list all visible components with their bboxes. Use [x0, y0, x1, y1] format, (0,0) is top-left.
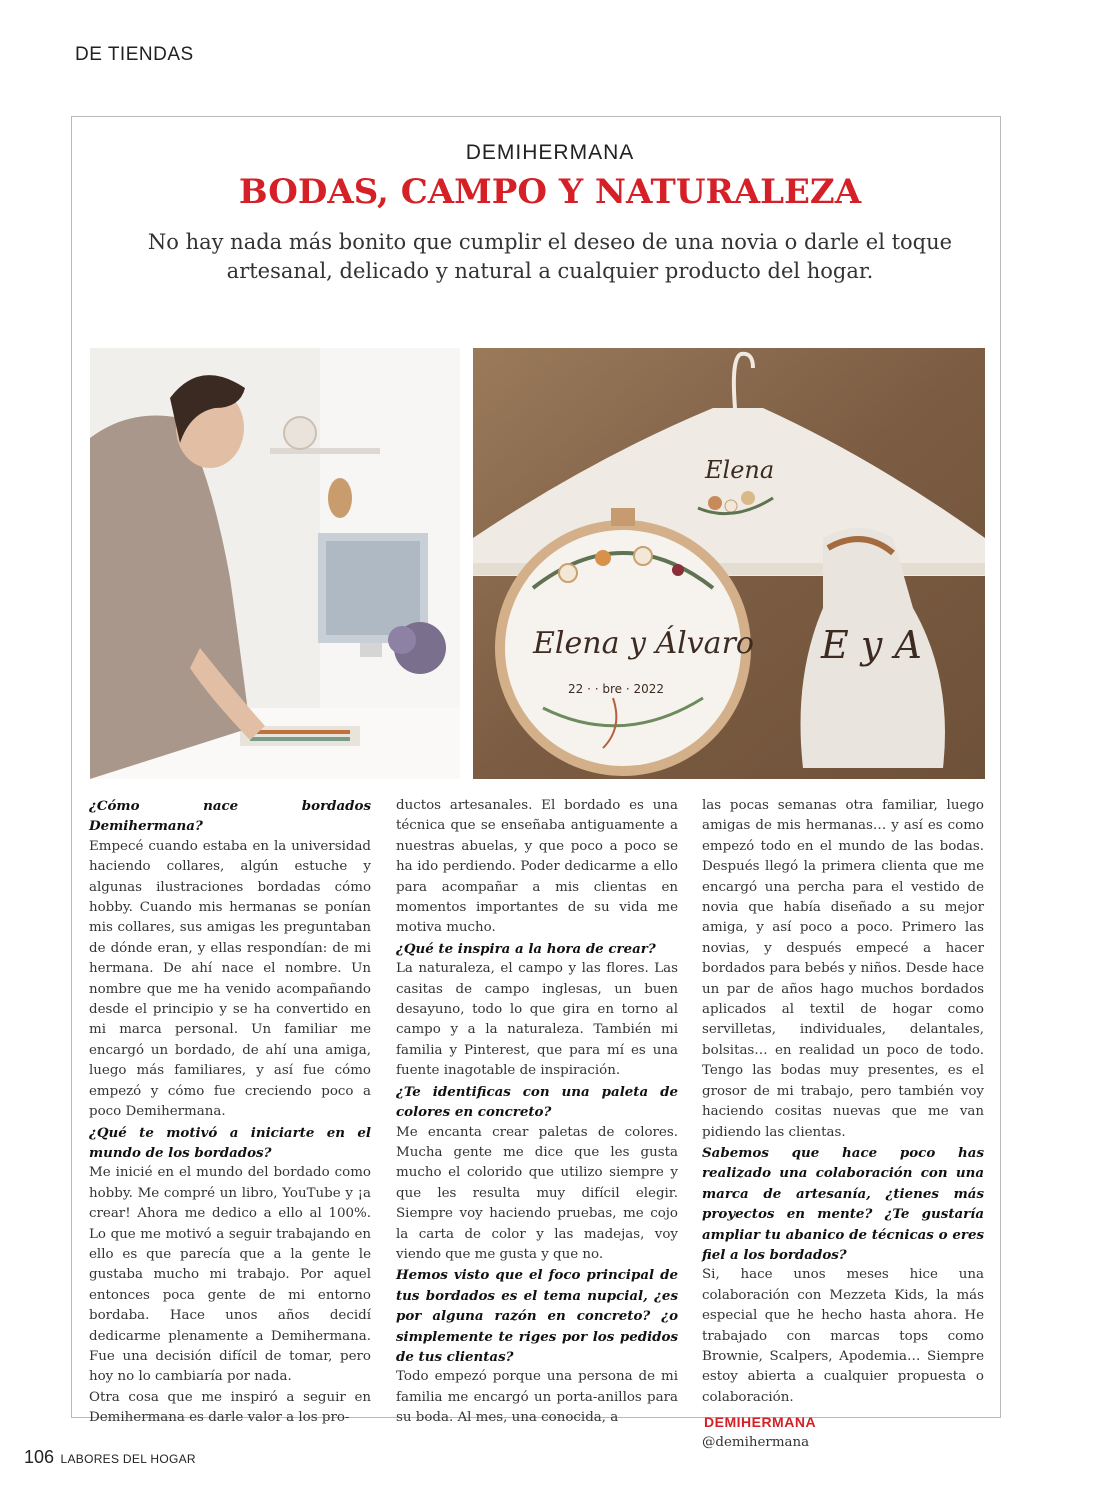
- bag-initials-text: E y A: [821, 623, 922, 667]
- answer: Otra cosa que me inspiró a seguir en Demihermana es darle valor a los pro-: [89, 1389, 371, 1426]
- answer: Si, hace unos meses hice una colaboración con Mezzeta Kids, la más especial que he hecho hasta ahora. He trabajado con marcas tops como Brownie, Scalpers, Apodemia… Siempre estoy abierta a cualquier propuesta o colaboración.: [702, 1267, 984, 1405]
- answer: La naturaleza, el campo y las flores. Las casitas de campo inglesas, un buen desayuno, todo lo que gira en torno al campo y a la naturaleza. También mi familia y Pinterest, que para mí es una fuente inagotable de inspiración.: [396, 961, 678, 1079]
- question: Hemos visto que el foco principal de tus bordados es el tema nupcial, ¿es por alguna razón en concreto? ¿o simplemente te riges por los pedidos de tus clientas?: [396, 1267, 678, 1365]
- magazine-name: LABORES DEL HOGAR: [60, 1452, 196, 1466]
- shop-name: DEMIHERMANA: [465, 141, 635, 164]
- hoop-names-text: Elena y Álvaro: [533, 626, 754, 661]
- signature-brand: DEMIHERMANA: [704, 1414, 817, 1431]
- question: ¿Cómo nace bordados Demihermana?: [89, 798, 371, 835]
- article-deck: No hay nada más bonito que cumplir el deseo de una novia o darle el toque artesanal, delicado y natural a cualquier producto del hogar.: [147, 230, 953, 283]
- question: ¿Qué te inspira a la hora de crear?: [396, 940, 656, 957]
- answer: Todo empezó porque una persona de mi familia me encargó un porta-anillos para su boda. Al mes, una conocida, a: [396, 1369, 678, 1426]
- question: ¿Te identificas con una paleta de colores en concreto?: [396, 1083, 678, 1121]
- text-column-3: [702, 796, 984, 1453]
- signature-handle: @demihermana: [702, 1434, 810, 1450]
- article-title: BODAS, CAMPO Y NATURALEZA: [238, 172, 862, 212]
- photo-artisan-at-work: [90, 348, 460, 779]
- hoop-date-text: 22 · · bre · 2022: [568, 682, 664, 696]
- answer: Empecé cuando estaba en la universidad haciendo collares, algún estuche y algunas ilustraciones bordadas cómo hobby. Cuando mis hermanas se ponían mis collares, sus amigas les preguntaban de dónde eran, y ellas respondían: de mi hermana. De ahí nace el nombre. Un nombre que me ha venido acompañando desde el principio y se ha convertido en mi marca personal. Un familiar me encargó un bordado, de ahí una amiga, luego más familiares, y así fue cómo empezó y cómo fue creciendo poco a poco Demihermana.: [89, 838, 371, 1120]
- page-number: 106: [24, 1447, 55, 1467]
- answer: las pocas semanas otra familiar, luego amigas de mis hermanas… y así es como empezó todo en el mundo de las bodas. Después llegó la primera clienta que me encargó una percha para el vestido de novia que había diseñado a su mejor amiga, y así poco a poco. Primero las novias, y después empecé a hacer bordados para bebés y niños. Desde hace un par de años hago muchos bordados aplicados al textil de hogar como servilletas, individuales, delantales, bolsitas… en realidad un poco de todo. Tengo las bodas muy presentes, es el grosor de mi trabajo, pero también voy haciendo cositas nuevas que me van pidiendo las clientas.: [702, 798, 984, 1140]
- answer: Me inicié en el mundo del bordado como hobby. Me compré un libro, YouTube y ¡a crear! Ahora me dedico a ello al 100%. Lo que me motivó a seguir trabajando en ello es que parecía que a la gente le gustaba mucho mi trabajo. Por aquel entonces poca gente de mi entorno bordaba. Hace unos años decidí dedicarme plenamente a Demihermana. Fue una decisión difícil de tomar, pero hoy no lo cambiaría por nada.: [89, 1165, 371, 1385]
- page-footer: [24, 1447, 196, 1468]
- photo-embroidered-products: [473, 348, 985, 779]
- text-column-1: [89, 796, 371, 1429]
- section-label: DE TIENDAS: [75, 44, 194, 65]
- hanger-name-text: Elena: [705, 456, 775, 484]
- answer: Me encanta crear paletas de colores. Mucha gente me dice que les gusta mucho el colorido que utilizo siempre y que les resulta muy difícil elegir. Siempre voy haciendo pruebas, me cojo la carta de color y las madejas, voy viendo que me gusta y que no.: [396, 1124, 678, 1262]
- question: Sabemos que hace poco has realizado una colaboración con una marca de artesanía, ¿tienes más proyectos en mente? ¿Te gustaría ampliar tu abanico de técnicas o eres fiel a los bordados?: [702, 1144, 984, 1263]
- answer: ductos artesanales. El bordado es una técnica que se enseñaba antiguamente a nuestras abuelas, y que poco a poco se ha ido perdiendo. Poder dedicarme a ello para acompañar a mis clientas en momentos importantes de su vida me motiva mucho.: [396, 798, 678, 936]
- question: ¿Qué te motivó a iniciarte en el mundo de los bordados?: [89, 1124, 371, 1161]
- text-column-2: [396, 796, 678, 1429]
